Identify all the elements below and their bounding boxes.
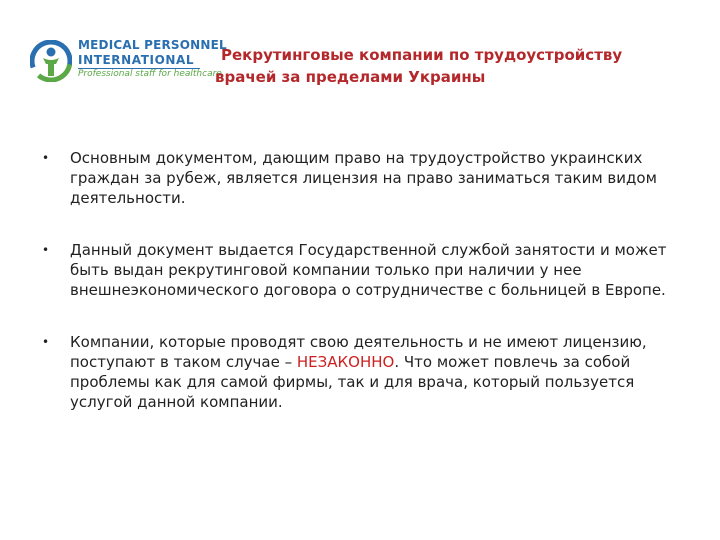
- bullet-dot: •: [42, 335, 50, 349]
- logo-text-line2: INTERNATIONAL: [78, 53, 195, 67]
- illegal-highlight: НЕЗАКОННО: [296, 353, 395, 371]
- bullet-text: Данный документ выдается Государственной службой занятости и может быть выдан рекрутинговой компании только при наличии у нее внешнеэкономического договора о сотрудничестве с больницей в Европе.: [70, 241, 667, 299]
- bullet-text-before: Компании, которые проводят свою деятельность и не имеют лицензию, поступают в таком случае –: [70, 333, 647, 371]
- company-logo: [30, 38, 227, 84]
- bullet-list: [40, 148, 700, 444]
- slide-title-line2: врачей за пределами Украины: [215, 68, 486, 86]
- bullet-dot: •: [42, 151, 50, 165]
- logo-person-icon: [30, 40, 72, 82]
- bullet-item: [40, 332, 700, 412]
- bullet-text-after: . Что может повлечь за собой проблемы как для самой фирмы, так и для врача, который пользуется услугой данной компании.: [70, 353, 635, 411]
- bullet-item: [40, 148, 700, 208]
- bullet-text: Основным документом, дающим право на трудоустройство украинских граждан за рубеж, является лицензия на право заниматься таким видом деятельности.: [70, 149, 657, 207]
- slide-title-line1: Рекрутинговые компании по трудоустройству: [221, 46, 623, 64]
- logo-text-line1: MEDICAL PERSONNEL: [78, 38, 227, 52]
- bullet-dot: •: [42, 243, 50, 257]
- logo-tagline: Professional staff for healthcare: [78, 69, 222, 79]
- bullet-item: [40, 240, 700, 300]
- slide-title: [215, 44, 685, 88]
- bullet-text: [70, 333, 647, 411]
